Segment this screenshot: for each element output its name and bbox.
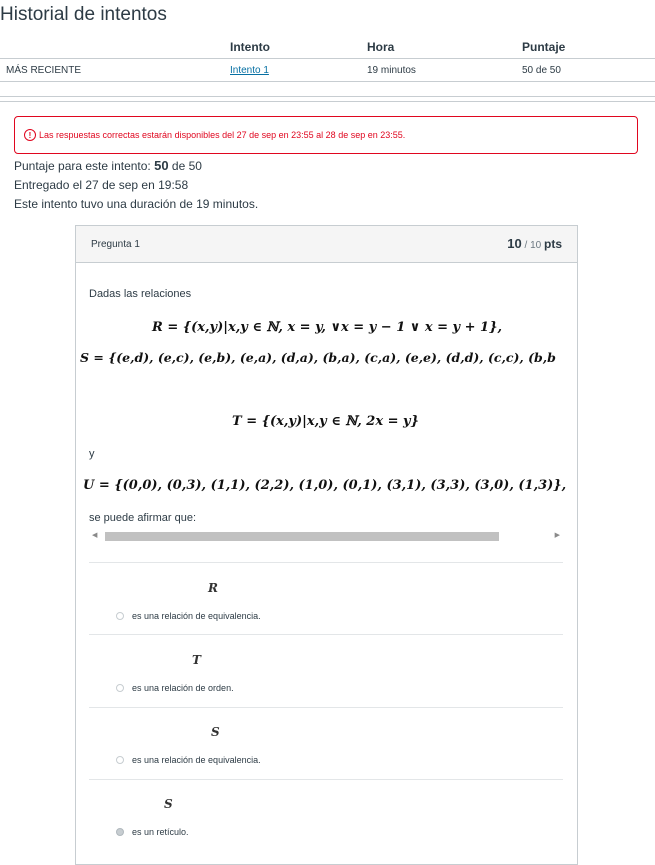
answer-option-2[interactable]	[116, 683, 234, 693]
attempt-duration: Este intento tuvo una duración de 19 minutos.	[14, 197, 259, 211]
column-header-empty	[0, 36, 230, 59]
row-time: 19 minutos	[367, 59, 522, 82]
question-name: Pregunta 1	[91, 239, 140, 250]
answer-3-text: es una relación de equivalencia.	[132, 755, 261, 765]
row-label: MÁS RECIENTE	[0, 59, 230, 82]
scroll-right-icon[interactable]: ▶	[554, 532, 560, 539]
answer-2-math: T	[192, 653, 201, 667]
answer-2-text: es una relación de orden.	[132, 683, 234, 693]
column-header-score: Puntaje	[522, 36, 655, 59]
correct-answers-alert	[14, 116, 638, 154]
alert-text: Las respuestas correctas estarán disponibles del 27 de sep en 23:55 al 28 de sep en 23:55.	[39, 130, 406, 140]
answer-option-3[interactable]	[116, 755, 261, 765]
page-title: Historial de intentos	[0, 4, 167, 25]
question-header	[76, 226, 577, 263]
scroll-left-icon[interactable]: ◀	[92, 532, 98, 539]
answer-3-math: S	[211, 725, 220, 739]
conjunction-text: y	[89, 448, 95, 460]
table-header-row	[0, 36, 655, 59]
relation-r: R = {(x,y)|x,y ∈ ℕ, x = y, ∨x = y − 1 ∨ x = y + 1},	[152, 320, 502, 335]
answer-option-4[interactable]	[116, 827, 189, 837]
submitted-date: Entregado el 27 de sep en 19:58	[14, 178, 189, 192]
answer-divider	[89, 634, 563, 635]
answer-divider	[89, 779, 563, 780]
answer-1-math: R	[208, 581, 218, 595]
question-points: 10 / 10 pts	[507, 236, 562, 251]
answer-4-math: S	[164, 797, 173, 811]
relation-s: S = {(e,d), (e,c), (e,b), (e,a), (d,a), (b,a), (c,a), (e,e), (d,d), (c,c), (b,b	[80, 350, 556, 365]
attempt-history-table	[0, 36, 655, 97]
relation-u: U = {(0,0), (0,3), (1,1), (2,2), (1,0), (0,1), (3,1), (3,3), (3,0), (1,3)},	[83, 478, 567, 493]
question-intro: Dadas las relaciones	[89, 288, 192, 300]
answer-4-text: es un retículo.	[132, 827, 189, 837]
answer-divider	[89, 562, 563, 563]
horizontal-scrollbar[interactable]	[89, 531, 563, 541]
table-row	[0, 59, 655, 82]
column-header-time: Hora	[367, 36, 522, 59]
attempt-link[interactable]: Intento 1	[230, 64, 269, 76]
attempt-score: Puntaje para este intento: 50 de 50	[14, 158, 202, 173]
alert-circle-icon: !	[24, 129, 36, 141]
scrollbar-thumb[interactable]	[105, 532, 499, 541]
answer-1-text: es una relación de equivalencia.	[132, 611, 261, 621]
radio-selected-icon[interactable]	[116, 828, 124, 836]
question-prompt: se puede afirmar que:	[89, 512, 197, 524]
column-header-attempt: Intento	[230, 36, 367, 59]
answer-divider	[89, 707, 563, 708]
relation-t: T = {(x,y)|x,y ∈ ℕ, 2x = y}	[232, 414, 419, 429]
radio-unselected-icon[interactable]	[116, 612, 124, 620]
divider	[0, 101, 655, 102]
row-score: 50 de 50	[522, 59, 655, 82]
radio-unselected-icon[interactable]	[116, 684, 124, 692]
answer-option-1[interactable]	[116, 611, 261, 621]
radio-unselected-icon[interactable]	[116, 756, 124, 764]
